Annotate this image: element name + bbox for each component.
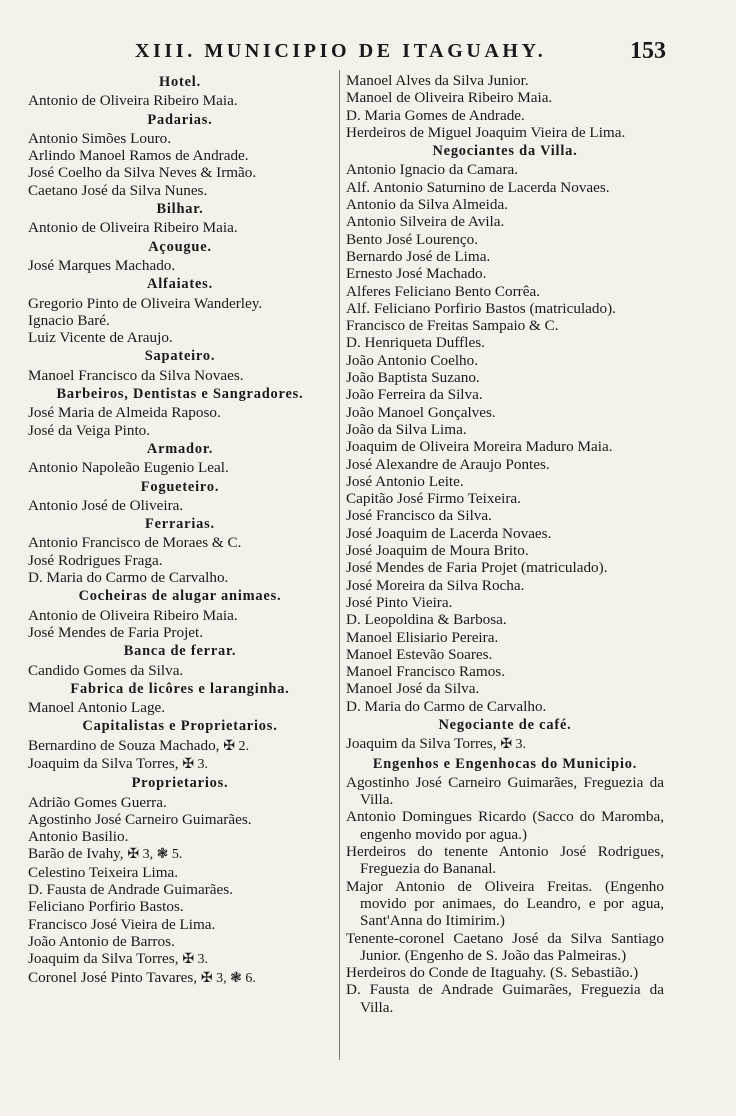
list-item: José Mendes de Faria Projet (matriculado). (346, 559, 608, 577)
list-item: D. Maria Gomes de Andrade. (346, 106, 525, 124)
list-item: Tenente-coronel Caetano José da Silva Santiago Junior. (Engenho de S. João das Palmeiras.) (346, 929, 664, 964)
section-heading: Proprietarios. (131, 775, 229, 792)
list-item: Adrião Gomes Guerra. (28, 793, 167, 811)
list-item: Manoel Estevão Soares. (346, 645, 493, 663)
list-item: Caetano José da Silva Nunes. (28, 181, 208, 199)
list-item: Antonio de Oliveira Ribeiro Maia. (28, 606, 238, 624)
running-title: XIII. MUNICIPIO DE ITAGUAHY. (135, 40, 547, 62)
list-item: José Pinto Vieira. (346, 593, 453, 611)
list-item: Manoel José da Silva. (346, 680, 480, 698)
decoration-marks: ✠ 3. (182, 952, 209, 968)
decoration-marks: ✠ 3, ❃ 6. (200, 970, 256, 986)
list-item: José da Veiga Pinto. (28, 421, 151, 439)
list-item: João Baptista Suzano. (346, 369, 480, 387)
list-item: Manoel Francisco Ramos. (346, 663, 506, 681)
list-item: José Mendes de Faria Projet. (28, 623, 204, 641)
list-item: João Ferreira da Silva. (346, 386, 483, 404)
section-heading: Bilhar. (156, 201, 204, 218)
section-heading: Fabrica de licôres e laranginha. (70, 680, 290, 697)
list-item: Antonio Basilio. (28, 828, 129, 846)
section-heading: Banca de ferrar. (123, 643, 237, 660)
section-heading: Engenhos e Engenhocas do Municipio. (372, 755, 638, 772)
section-heading: Negociantes da Villa. (432, 143, 578, 160)
list-item: Manoel de Oliveira Ribeiro Maia. (346, 89, 553, 107)
list-item (28, 755, 332, 773)
list-item: João Manoel Gonçalves. (346, 403, 496, 421)
list-item: Herdeiros do Conde de Itaguahy. (S. Sebastião.) (346, 964, 639, 982)
section-heading: Cocheiras de alugar animaes. (78, 588, 282, 605)
list-item: Arlindo Manoel Ramos de Andrade. (28, 147, 249, 165)
decoration-marks: ✠ 2. (223, 738, 249, 754)
list-item: Antonio Napoleão Eugenio Leal. (28, 459, 229, 477)
section-heading: Ferrarias. (145, 516, 215, 533)
list-item: José Moreira da Silva Rocha. (346, 576, 525, 594)
decoration-marks: ✠ 3. (500, 737, 527, 753)
list-item: Alferes Feliciano Bento Corrêa. (346, 282, 540, 300)
section-heading: Sapateiro. (144, 348, 216, 365)
list-item: Antonio Ignacio da Camara. (346, 161, 519, 179)
list-item: Gregorio Pinto de Oliveira Wanderley. (28, 294, 263, 312)
list-item: Manoel Alves da Silva Junior. (346, 72, 529, 89)
list-item: Antonio José de Oliveira. (28, 496, 184, 514)
list-item: José Coelho da Silva Neves & Irmão. (28, 164, 257, 182)
list-item: Antonio de Oliveira Ribeiro Maia. (28, 92, 238, 110)
section-heading: Padarias. (147, 111, 213, 128)
list-item (28, 969, 332, 987)
section-heading: Alfaiates. (147, 276, 213, 293)
list-item (346, 735, 664, 753)
left-column (28, 72, 332, 1072)
entry-name: Joaquim da Silva Torres, (28, 950, 179, 968)
list-item: José Alexandre de Araujo Pontes. (346, 455, 550, 473)
list-item: D. Fausta de Andrade Guimarães, Freguezia da Villa. (346, 981, 664, 1016)
entry-name: Joaquim da Silva Torres, (28, 754, 179, 772)
section-heading: Armador. (146, 440, 214, 457)
section-heading: Açougue. (148, 238, 212, 255)
list-item: Antonio Domingues Ricardo (Sacco do Maromba, engenho movido por agua.) (346, 808, 664, 843)
list-item: Francisco José Vieira de Lima. (28, 915, 216, 933)
page-header (0, 38, 736, 68)
list-item: José Rodrigues Fraga. (28, 551, 163, 569)
list-item: Antonio da Silva Almeida. (346, 196, 508, 214)
list-item: José Joaquim de Lacerda Novaes. (346, 524, 552, 542)
list-item: Manoel Francisco da Silva Novaes. (28, 366, 244, 384)
list-item: João da Silva Lima. (346, 420, 467, 438)
list-item: Joaquim de Oliveira Moreira Maduro Maia. (346, 438, 613, 456)
list-item (28, 737, 332, 755)
page-number: 153 (630, 38, 666, 64)
list-item: Alf. Feliciano Porfirio Bastos (matriculado). (346, 299, 616, 317)
decoration-marks: ✠ 3, ❃ 5. (127, 847, 183, 863)
entry-name: Coronel José Pinto Tavares, (28, 968, 198, 986)
list-item: Candido Gomes da Silva. (28, 661, 184, 679)
list-item (28, 950, 332, 968)
list-item: D. Maria do Carmo de Carvalho. (28, 569, 229, 587)
list-item: Alf. Antonio Saturnino de Lacerda Novaes. (346, 178, 610, 196)
list-item: Antonio Silveira de Avila. (346, 213, 505, 231)
list-item: Capitão José Firmo Teixeira. (346, 490, 521, 508)
list-item: Feliciano Porfirio Bastos. (28, 898, 184, 916)
list-item: Antonio Simões Louro. (28, 129, 172, 147)
section-heading: Hotel. (159, 74, 201, 90)
list-item: Ignacio Baré. (28, 311, 110, 329)
list-item: D. Henriqueta Duffles. (346, 334, 485, 352)
list-item: Francisco de Freitas Sampaio & C. (346, 317, 559, 335)
list-item: Luiz Vicente de Araujo. (28, 329, 173, 347)
list-item: Celestino Teixeira Lima. (28, 863, 179, 881)
section-heading: Barbeiros, Dentistas e Sangradores. (56, 386, 304, 403)
list-item: Antonio Francisco de Moraes & C. (28, 534, 242, 552)
list-item: Agostinho José Carneiro Guimarães, Freguezia da Villa. (346, 773, 664, 809)
entry-name: Joaquim da Silva Torres, (346, 735, 497, 753)
list-item: José Francisco da Silva. (346, 507, 492, 525)
entry-name: Bernardino de Souza Machado, (28, 736, 220, 754)
right-column (346, 72, 664, 1072)
list-item: José Antonio Leite. (346, 472, 464, 490)
list-item: Bernardo José de Lima. (346, 247, 491, 265)
column-divider (339, 70, 340, 1060)
decoration-marks: ✠ 3. (182, 756, 209, 772)
section-heading: Fogueteiro. (140, 478, 220, 495)
list-item: Manoel Antonio Lage. (28, 699, 166, 717)
list-item: João Antonio Coelho. (346, 351, 479, 369)
list-item: Agostinho José Carneiro Guimarães. (28, 810, 252, 828)
entry-name: Barão de Ivahy, (28, 845, 124, 863)
list-item: José Marques Machado. (28, 256, 176, 274)
list-item: Herdeiros de Miguel Joaquim Vieira de Lima. (346, 123, 626, 141)
list-item: Bento José Lourenço. (346, 230, 479, 248)
list-item: Ernesto José Machado. (346, 265, 487, 283)
list-item: Manoel Elisiario Pereira. (346, 628, 499, 646)
list-item: Antonio de Oliveira Ribeiro Maia. (28, 219, 238, 237)
section-heading: Capitalistas e Proprietarios. (82, 718, 278, 735)
list-item: D. Fausta de Andrade Guimarães. (28, 881, 233, 899)
section-heading: Negociante de café. (438, 716, 572, 733)
list-item: José Maria de Almeida Raposo. (28, 404, 221, 422)
list-item: José Joaquim de Moura Brito. (346, 542, 529, 560)
list-item: Major Antonio de Oliveira Freitas. (Engenho movido por animaes, do Leandro, e por agua, Sant'Anna do Itimirim.) (346, 877, 664, 930)
list-item (28, 845, 332, 863)
list-item: D. Maria do Carmo de Carvalho. (346, 697, 547, 715)
list-item: D. Leopoldina & Barbosa. (346, 611, 507, 629)
list-item: Herdeiros do tenente Antonio José Rodrigues, Freguezia do Bananal. (346, 843, 664, 878)
list-item: João Antonio de Barros. (28, 932, 175, 950)
